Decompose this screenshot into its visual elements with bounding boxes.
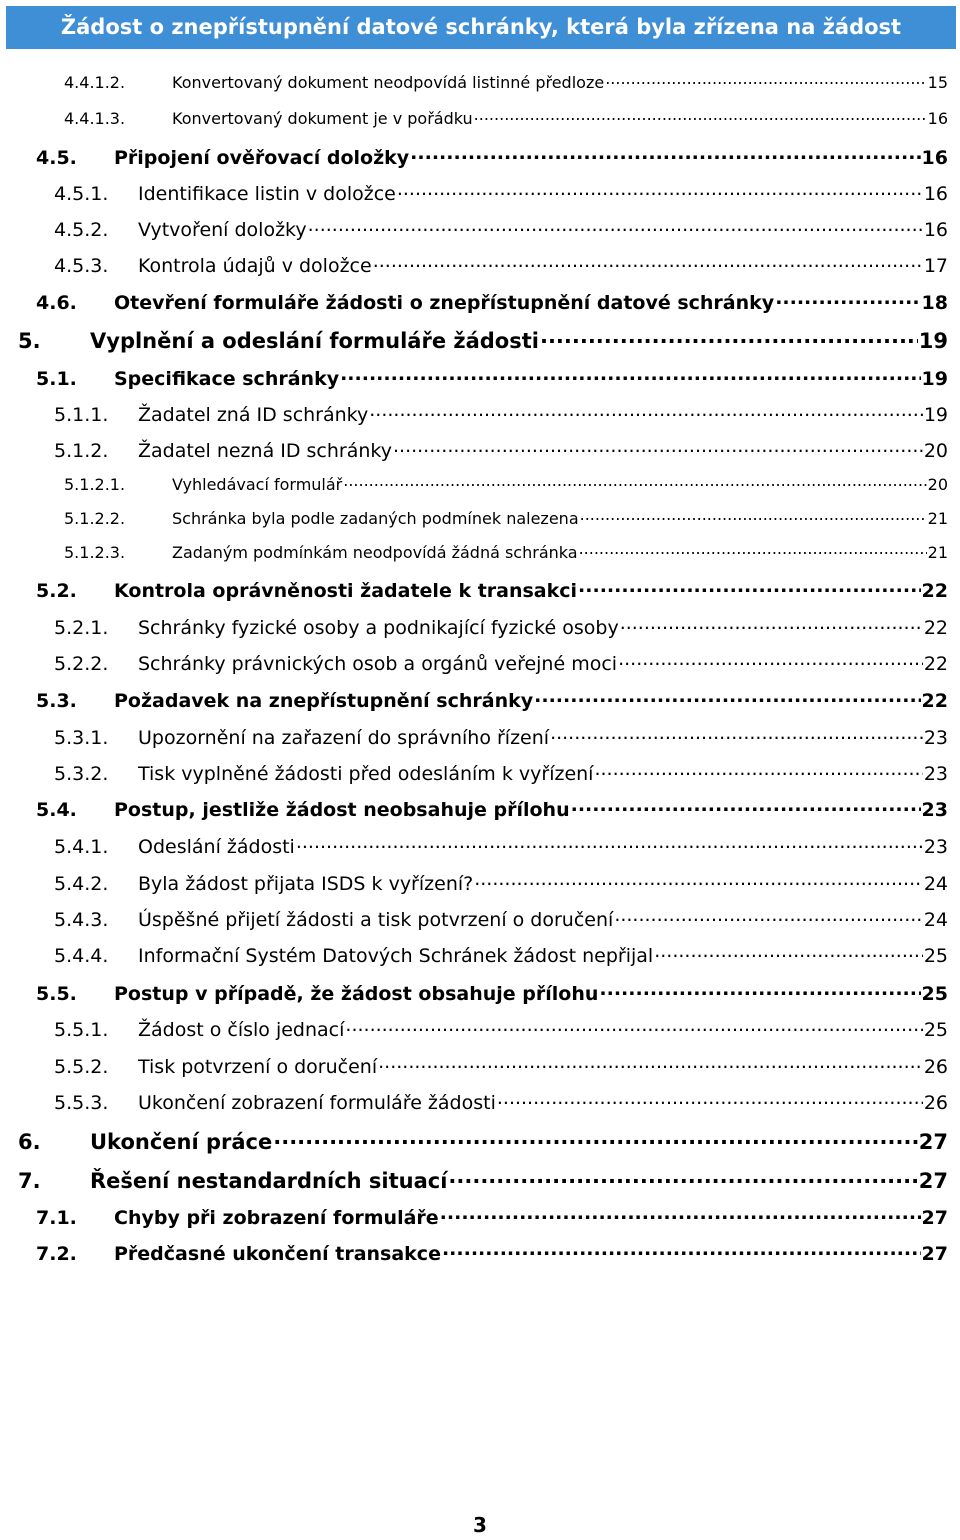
toc-entry[interactable]: [54, 217, 948, 241]
toc-entry[interactable]: [36, 290, 948, 314]
toc-entry[interactable]: [64, 542, 948, 562]
dot-leader: [345, 1017, 922, 1036]
toc-entry-title: Vytvoření doložky: [138, 219, 307, 241]
toc-entry-title: Připojení ověřovací doložky: [114, 147, 410, 169]
toc-entry-number: 5.5.1.: [54, 1019, 109, 1041]
toc-entry-title: Žadatel zná ID schránky: [138, 404, 369, 426]
toc-entry-page: 27: [918, 1130, 948, 1154]
toc-entry-page: 26: [923, 1056, 948, 1078]
toc-entry-page: 16: [921, 147, 948, 169]
toc-entry-number: 7.: [18, 1169, 41, 1193]
toc-entry-page: 24: [923, 873, 948, 895]
toc-entry-number: 7.2.: [36, 1243, 77, 1265]
toc-entry-page: 24: [923, 909, 948, 931]
toc-entry-title: Kontrola oprávněnosti žadatele k transakci: [114, 580, 578, 602]
toc-entry-title: Specifikace schránky: [114, 368, 340, 390]
toc-entry-title: Zadaným podmínkám neodpovídá žádná schránka: [172, 543, 578, 562]
toc-entry-page: 23: [923, 763, 948, 785]
toc-entry[interactable]: [54, 1017, 948, 1041]
toc-entry-number: 5.3.: [36, 690, 77, 712]
toc-entry[interactable]: [54, 761, 948, 785]
toc-entry[interactable]: [18, 1128, 948, 1154]
toc-entry-number: 5.2.1.: [54, 617, 109, 639]
toc-entry-title: Byla žádost přijata ISDS k vyřízení?: [138, 873, 474, 895]
toc-entry-title: Postup v případě, že žádost obsahuje přílohu: [114, 983, 599, 1005]
toc-entry-page: 18: [921, 292, 948, 314]
toc-entry-page: 19: [921, 368, 948, 390]
toc-entry[interactable]: [36, 688, 948, 712]
toc-entry-page: 16: [927, 109, 948, 128]
dot-leader: [373, 253, 923, 272]
toc-entry-title: Otevření formuláře žádosti o znepřístupnění datové schránky: [114, 292, 775, 314]
toc-entry[interactable]: [36, 1205, 948, 1229]
dot-leader: [540, 327, 918, 348]
toc-entry-page: 20: [923, 440, 948, 462]
toc-entry-title: Schránka byla podle zadaných podmínek nalezena: [172, 509, 579, 528]
dot-leader: [580, 508, 927, 524]
dot-leader: [442, 1241, 921, 1260]
header-title: Žádost o znepřístupnění datové schránky, která byla zřízena na žádost: [60, 15, 902, 39]
toc-entry-page: 22: [921, 690, 948, 712]
toc-entry-number: 5.1.2.3.: [64, 543, 126, 562]
toc-entry-number: 5.1.2.2.: [64, 509, 126, 528]
toc-entry-page: 27: [921, 1243, 948, 1265]
toc-entry-number: 5.4.1.: [54, 836, 109, 858]
toc-entry-number: 5.1.: [36, 368, 77, 390]
toc-entry-title: Konvertovaný dokument je v pořádku: [172, 109, 473, 128]
dot-leader: [448, 1167, 917, 1188]
toc-entry[interactable]: [54, 834, 948, 858]
toc-entry-number: 4.6.: [36, 292, 77, 314]
toc-entry[interactable]: [54, 725, 948, 749]
dot-leader: [599, 981, 920, 1000]
toc-entry[interactable]: [18, 1167, 948, 1193]
toc-entry-number: 5.1.1.: [54, 404, 109, 426]
toc-entry[interactable]: [54, 181, 948, 205]
toc-entry[interactable]: [54, 438, 948, 462]
toc-entry-number: 5.3.1.: [54, 727, 109, 749]
toc-entry-number: 4.4.1.2.: [64, 73, 126, 92]
toc-entry-page: 15: [927, 73, 948, 92]
toc-entry-title: Vyhledávací formulář: [172, 475, 343, 494]
toc-entry[interactable]: [36, 1241, 948, 1265]
toc-entry-number: 5.2.2.: [54, 653, 109, 675]
toc-entry-page: 19: [918, 329, 948, 353]
toc-entry[interactable]: [54, 402, 948, 426]
toc-entry-number: 4.5.2.: [54, 219, 109, 241]
toc-entry-title: Upozornění na zařazení do správního řízení: [138, 727, 550, 749]
toc-entry-title: Vyplnění a odeslání formuláře žádosti: [90, 329, 539, 353]
toc-entry-number: 7.1.: [36, 1207, 77, 1229]
toc-entry-number: 5.4.3.: [54, 909, 109, 931]
toc-entry-page: 22: [923, 653, 948, 675]
toc-entry-number: 5.1.2.1.: [64, 475, 126, 494]
dot-leader: [440, 1205, 921, 1224]
toc-entry[interactable]: [54, 651, 948, 675]
dot-leader: [775, 290, 920, 309]
toc-entry-page: 23: [923, 836, 948, 858]
page-number: 3: [473, 1513, 487, 1537]
toc-entry-page: 27: [918, 1169, 948, 1193]
toc-entry[interactable]: [36, 981, 948, 1005]
dot-leader: [578, 578, 921, 597]
toc-entry-number: 4.5.: [36, 147, 77, 169]
toc-entry-title: Úspěšné přijetí žádosti a tisk potvrzení o doručení: [138, 909, 614, 931]
dot-leader: [410, 145, 920, 164]
toc-entry-page: 26: [923, 1092, 948, 1114]
toc-entry-page: 22: [921, 580, 948, 602]
dot-leader: [308, 217, 923, 236]
toc-entry-title: Chyby při zobrazení formuláře: [114, 1207, 439, 1229]
toc-entry-title: Požadavek na znepřístupnění schránky: [114, 690, 534, 712]
toc-entry-number: 5.5.3.: [54, 1092, 109, 1114]
dot-leader: [579, 542, 927, 558]
toc-entry[interactable]: [36, 797, 948, 821]
toc-entry[interactable]: [54, 253, 948, 277]
toc-entry[interactable]: [36, 578, 948, 602]
toc-entry-page: 27: [921, 1207, 948, 1229]
toc-entry[interactable]: [36, 145, 948, 169]
toc-entry-page: 25: [923, 1019, 948, 1041]
toc-entry-page: 16: [923, 183, 948, 205]
toc-entry-number: 5.1.2.: [54, 440, 109, 462]
toc-entry-title: Informační Systém Datových Schránek žádost nepřijal: [138, 945, 654, 967]
toc-entry-title: Tisk vyplněné žádosti před odesláním k vyřízení: [138, 763, 594, 785]
toc-entry-title: Ukončení zobrazení formuláře žádosti: [138, 1092, 496, 1114]
dot-leader: [571, 797, 921, 816]
toc-entry-title: Schránky právnických osob a orgánů veřejné moci: [138, 653, 618, 675]
toc-entry-page: 23: [921, 799, 948, 821]
toc-entry-page: 21: [927, 543, 948, 562]
toc-entry-number: 5.4.: [36, 799, 77, 821]
toc-entry-title: Řešení nestandardních situací: [90, 1169, 448, 1193]
toc-entry[interactable]: [64, 108, 948, 128]
toc-entry-number: 6.: [18, 1130, 41, 1154]
toc-entry-number: 5.4.2.: [54, 873, 109, 895]
toc-entry[interactable]: [54, 1054, 948, 1078]
dot-leader: [654, 943, 923, 962]
dot-leader: [393, 438, 923, 457]
toc-entry-title: Žádost o číslo jednací: [138, 1019, 345, 1041]
toc-entry-title: Identifikace listin v doložce: [138, 183, 396, 205]
toc-entry-page: 17: [923, 255, 948, 277]
toc-entry-number: 5.3.2.: [54, 763, 109, 785]
toc-entry-page: 25: [923, 945, 948, 967]
dot-leader: [594, 761, 922, 780]
toc-entry[interactable]: [54, 943, 948, 967]
toc-entry-page: 22: [923, 617, 948, 639]
dot-leader: [474, 871, 923, 890]
toc-entry-number: 4.5.1.: [54, 183, 109, 205]
toc-entry-number: 5.5.2.: [54, 1056, 109, 1078]
toc-entry-page: 20: [927, 475, 948, 494]
toc-entry-page: 19: [923, 404, 948, 426]
dot-leader: [497, 1090, 923, 1109]
toc-entry-number: 5.4.4.: [54, 945, 109, 967]
dot-leader: [618, 651, 923, 670]
dot-leader: [273, 1128, 918, 1149]
toc-entry[interactable]: [54, 1090, 948, 1114]
dot-leader: [620, 615, 923, 634]
dot-leader: [369, 402, 923, 421]
toc-entry-title: Odeslání žádosti: [138, 836, 295, 858]
toc-entry[interactable]: [54, 871, 948, 895]
toc-entry-page: 16: [923, 219, 948, 241]
toc-entry[interactable]: [64, 72, 948, 92]
toc-entry-title: Schránky fyzické osoby a podnikající fyzické osoby: [138, 617, 619, 639]
toc-entry[interactable]: [64, 508, 948, 528]
toc-entry-number: 5.2.: [36, 580, 77, 602]
dot-leader: [397, 181, 923, 200]
dot-leader: [296, 834, 923, 853]
dot-leader: [474, 108, 927, 124]
dot-leader: [343, 474, 926, 490]
toc-entry[interactable]: [54, 615, 948, 639]
toc-entry-number: 4.5.3.: [54, 255, 109, 277]
document-header: [6, 6, 956, 49]
toc-entry[interactable]: [64, 474, 948, 494]
toc-entry-title: Kontrola údajů v doložce: [138, 255, 372, 277]
toc-entry-number: 5.5.: [36, 983, 77, 1005]
toc-entry-page: 25: [921, 983, 948, 1005]
dot-leader: [378, 1054, 923, 1073]
toc-entry[interactable]: [36, 366, 948, 390]
toc-entry-title: Tisk potvrzení o doručení: [138, 1056, 378, 1078]
toc-entry-title: Postup, jestliže žádost neobsahuje přílohu: [114, 799, 570, 821]
toc-entry-title: Žadatel nezná ID schránky: [138, 440, 392, 462]
toc-entry-number: 4.4.1.3.: [64, 109, 126, 128]
dot-leader: [605, 72, 926, 88]
toc-entry-page: 23: [923, 727, 948, 749]
toc-entry-title: Předčasné ukončení transakce: [114, 1243, 441, 1265]
dot-leader: [550, 725, 923, 744]
toc-entry[interactable]: [54, 907, 948, 931]
dot-leader: [534, 688, 920, 707]
dot-leader: [340, 366, 920, 385]
toc-entry-title: Konvertovaný dokument neodpovídá listinné předloze: [172, 73, 605, 92]
dot-leader: [614, 907, 923, 926]
toc-entry[interactable]: [18, 327, 948, 353]
toc-entry-number: 5.: [18, 329, 41, 353]
toc-entry-title: Ukončení práce: [90, 1130, 273, 1154]
toc-entry-page: 21: [927, 509, 948, 528]
